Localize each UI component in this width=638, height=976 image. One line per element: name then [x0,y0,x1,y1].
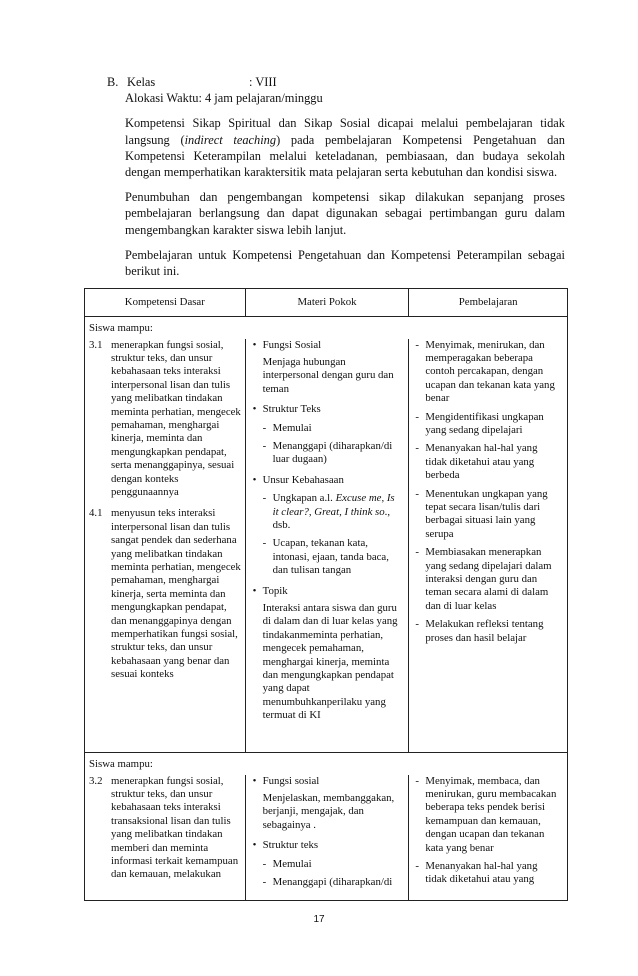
bullet-icon: • [252,584,257,597]
intro-section [107,74,565,279]
list-item: - Membiasakan menerapkan yang sedang dipelajari dalam interaksi dengan guru dan teman secara alami di dalam dan di luar kelas [415,546,552,612]
kompetensi-table [84,288,568,901]
bullet-icon: • [252,473,257,486]
kelas-label: Kelas [127,75,156,89]
kd-item: 3.1 menerapkan fungsi sosial, struktur teks, dan unsur kebahasaan teks interaksi interpersonal lisan dan tulis yang melibatkan tindakan meminta perhatian, mengecek pemahaman, menghargai kinerja, meminta dan mengungkapkan pendapat, serta menanggapinya, sesuai dengan konteks penggunaannya [89,338,241,498]
alokasi-waktu: Alokasi Waktu: 4 jam pelajaran/minggu [125,91,323,106]
list-item: - Menanyakan hal-hal yang tidak diketahui atau yang berbeda [415,442,538,482]
list-item: - Menentukan ungkapan yang tepat secara lisan/tulis dari berbagai situasi lain yang serupa [415,487,548,540]
kd-item: 3.2 menerapkan fungsi sosial, struktur teks, dan unsur kebahasaan teks interaksi transaksional lisan dan tulis yang melibatkan tindakan memberi dan meminta informasi terkait kemampuan dan kemauan, melakukan [89,774,239,881]
header-kompetensi-dasar: Kompetensi Dasar [85,289,246,317]
list-item: • Struktur teks [252,839,319,852]
pembelajaran-cell [409,339,568,753]
list-item: - Menanyakan hal-hal yang tidak diketahui atau yang [415,859,538,886]
list-item: • Fungsi sosial [252,774,320,787]
list-item: - Menyimak, menirukan, dan memperagakan beberapa contoh percakapan, dengan ucapan dan tekanan kata yang benar [415,338,555,405]
kelas-line [107,74,565,90]
table-row [85,775,568,901]
page-number: 17 [313,914,325,925]
paragraph-1: Kompetensi Sikap Spiritual dan Sikap Sosial dicapai melalui pembelajaran tidak langsung (indirect teaching) pada pembelajaran Kompetensi Pengetahuan dan Kompetensi Keterampilan melalui keteladanan, pembiasaan, dan budaya sekolah dengan memperhatikan karaktersitik mata pelajaran serta kebutuhan dan kondisi siswa. [125,116,565,180]
bullet-icon: • [252,839,257,852]
list-item: - Mengidentifikasi ungkapan yang sedang dipelajari [415,410,544,436]
paragraph-3: Pembelajaran untuk Kompetensi Pengetahuan dan Kompetensi Peterampilan sebagai berikut ini. [125,247,565,279]
section-label: Siswa mampu: [85,753,568,775]
bullet-icon: • [252,338,257,351]
section-label: Siswa mampu: [85,317,568,339]
pembelajaran-cell [409,775,568,901]
bullet-icon: • [252,774,257,787]
paragraph-2: Penumbuhan dan pengembangan kompetensi sikap dilakukan sepanjang proses pembelajaran berlangsung dan dapat digunakan sebagai pertimbangan guru dalam mengembangkan karakter siswa lebih lanjut. [125,190,565,237]
table-header-row [85,289,568,317]
list-item: - Ucapan, tekanan kata, intonasi, ejaan, tanda baca, dan tulisan tangan [262,537,389,577]
header-pembelajaran: Pembelajaran [409,289,568,317]
list-item: - Memulai [262,421,312,434]
table-row [85,339,568,753]
list-item: - Menyimak, membaca, dan menirukan, guru membacakan beberapa teks pendek berisi kemampuan dan kemauan, dengan ucapan dan tekanan kata yang benar [415,774,557,854]
list-item: • Struktur Teks [252,403,321,416]
list-item: - Ungkapan a.l. Excuse me, Is it clear?, Great, I think so., dsb. [262,492,395,531]
kd-item: 4.1 menyusun teks interaksi interpersonal lisan dan tulis sangat pendek dan sederhana yang melibatkan tindakan meminta perhatian, mengecek pemahaman, menghargai kinerja, serta meminta dan mengungkapkan pendapat, dan menanggapinya dengan memperhatikan fungsi sosial, struktur teks, dan unsur kebahasaan yang benar dan sesuai konteks [89,507,241,681]
list-item: - Melakukan refleksi tentang proses dan hasil belajar [415,618,544,644]
list-item: - Memulai [262,857,312,870]
list-item: - Menanggapi (diharapkan/di [262,875,393,888]
list-item: • Unsur Kebahasaan [252,473,344,486]
header-materi-pokok: Materi Pokok [245,289,409,317]
kelas-value: : VIII [249,75,277,89]
list-item: • Topik [252,584,288,597]
kd-cell [85,339,246,753]
bullet-icon: • [252,403,257,416]
list-item: - Menanggapi (diharapkan/di luar dugaan) [262,439,393,466]
section-label-row [85,317,568,339]
materi-cell: • Fungsi sosial Menjelaskan, membanggakan, berjanji, mengajak, dan sebagainya . • Struktur teks - Memulai - Menanggapi (diharapkan/di [245,775,409,901]
section-label-row [85,753,568,775]
kd-cell [85,775,246,901]
list-item: • Fungsi Sosial [252,338,322,351]
section-marker: B. [107,75,119,89]
materi-cell: • Fungsi Sosial Menjaga hubungan interpersonal dengan guru dan teman • Struktur Teks - Memulai - Menanggapi (diharapkan/di luar dugaan) • Unsur Kebahasaan - Ungkapan a.l. Excuse me, Is it clear?, Great, I think so., dsb. - Ucapan, tekanan kata, intonasi, ejaan, tanda baca, dan tulisan tangan • Topik Interaksi antara siswa dan guru di dalam dan di luar kelas yang tindakanmeminta perhatian, mengecek pemahaman, menghargai kinerja, meminta dan mengungkapkan pendapat yang dapat menumbuhkanperilaku yang termuat di KI [245,339,409,753]
